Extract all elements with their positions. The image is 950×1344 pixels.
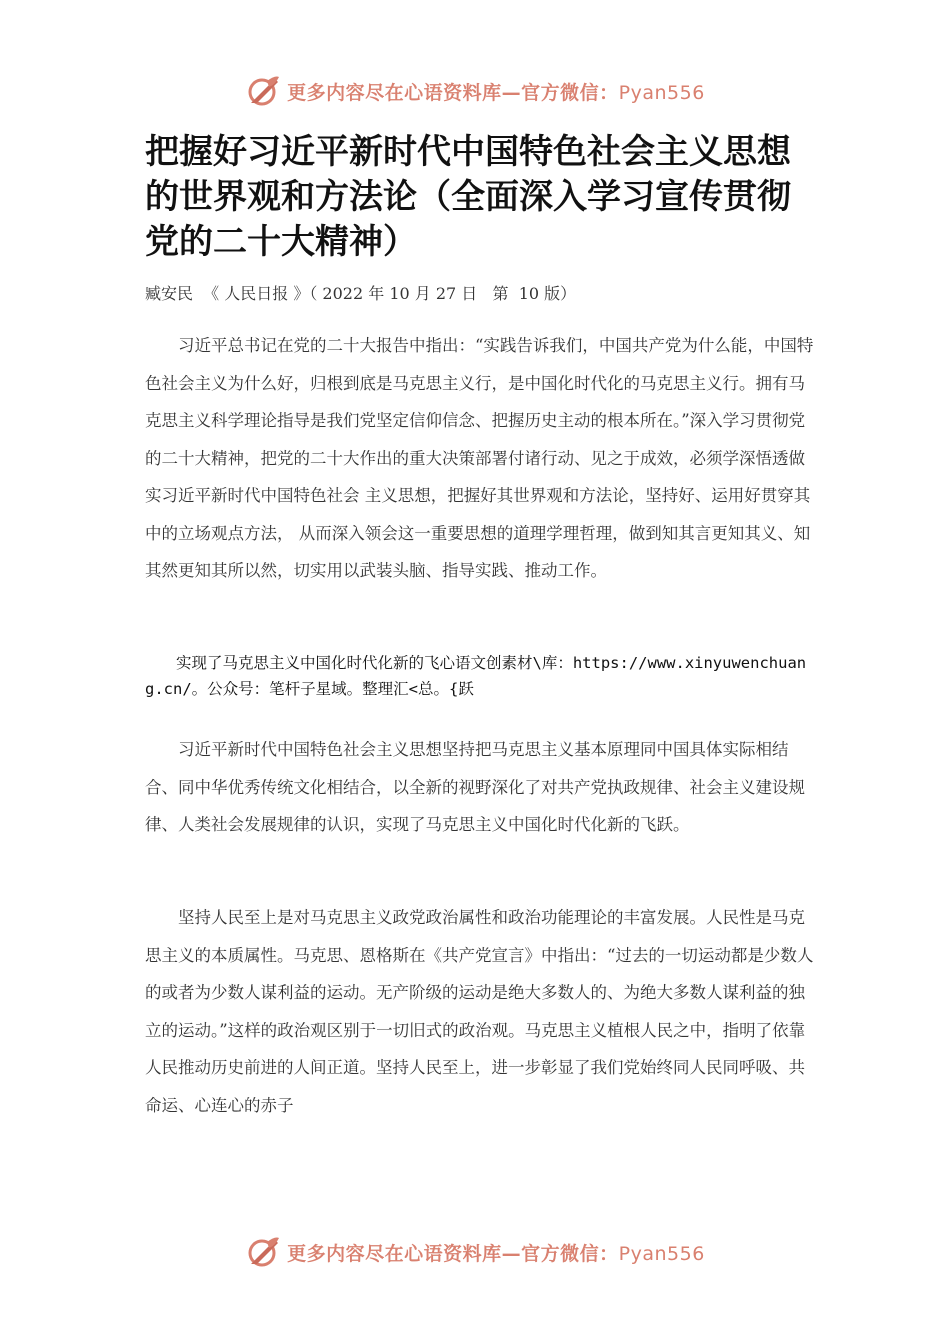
watermark-wechat-id: Pyan556 xyxy=(618,1242,705,1265)
article-title: 把握好习近平新时代中国特色社会主义思想的世界观和方法论（全面深入学习宣传贯彻党的二十大精神） xyxy=(145,132,791,262)
watermark-text: 更多内容尽在心语资料库—官方微信：Pyan556 xyxy=(287,81,705,104)
header-watermark xyxy=(0,69,950,113)
watermark-text: 更多内容尽在心语资料库—官方微信：Pyan556 xyxy=(287,1242,705,1265)
footer-watermark xyxy=(0,1230,950,1274)
body-paragraph-4: 坚持人民至上是对马克思主义政党政治属性和政治功能理论的丰富发展。人民性是马克思主义的本质属性。马克思、恩格斯在《共产党宣言》中指出：“过去的一切运动都是少数人的或者为少数人谋利益的运动。无产阶级的运动是绝大多数人的、为绝大多数人谋利益的独立的运动。”这样的政治观区别于一切旧式的政治观。马克思主义植根人民之中，指明了依靠人民推动历史前进的人间正道。坚持人民至上，进一步彰显了我们党始终同人民同呼吸、共命运、心连心的赤子 xyxy=(145,908,814,1115)
article-byline: 臧安民 《 人民日报 》（ 2022 年 10 月 27 日 第 10 版） xyxy=(145,284,577,303)
body-paragraph-1: 习近平总书记在党的二十大报告中指出：“实践告诉我们，中国共产党为什么能，中国特色社会主义为什么好，归根到底是马克思主义行，是中国化时代化的马克思主义行。拥有马克思主义科学理论指导是我们党坚定信仰信念、把握历史主动的根本所在。”深入学习贯彻党的二十大精神，把党的二十大作出的重大决策部署付诸行动、见之于成效，必须学深悟透做实习近平新时代中国特色社会 主义思想，把握好其世界观和方法论，坚持好、运用好贯穿其中的立场观点方法， 从而深入领会这一重要思想的道理学理哲理，做到知其言更知其义、知其然更知其所以然，切实用以武装头脑、指导实践、推动工作。 xyxy=(145,336,814,580)
quill-logo-icon xyxy=(245,73,281,109)
quill-logo-icon xyxy=(245,1234,281,1270)
body-paragraph-2: 实现了马克思主义中国化时代化新的飞心语文创素材\库：https://www.xinyuwenchuang.cn/。公众号：笔杆子星域。整理汇<总。{跃 xyxy=(145,654,807,698)
body-paragraph-3: 习近平新时代中国特色社会主义思想坚持把马克思主义基本原理同中国具体实际相结合、同中华优秀传统文化相结合，以全新的视野深化了对共产党执政规律、社会主义建设规律、人类社会发展规律的认识，实现了马克思主义中国化时代化新的飞跃。 xyxy=(145,740,805,834)
watermark-wechat-id: Pyan556 xyxy=(618,81,705,104)
